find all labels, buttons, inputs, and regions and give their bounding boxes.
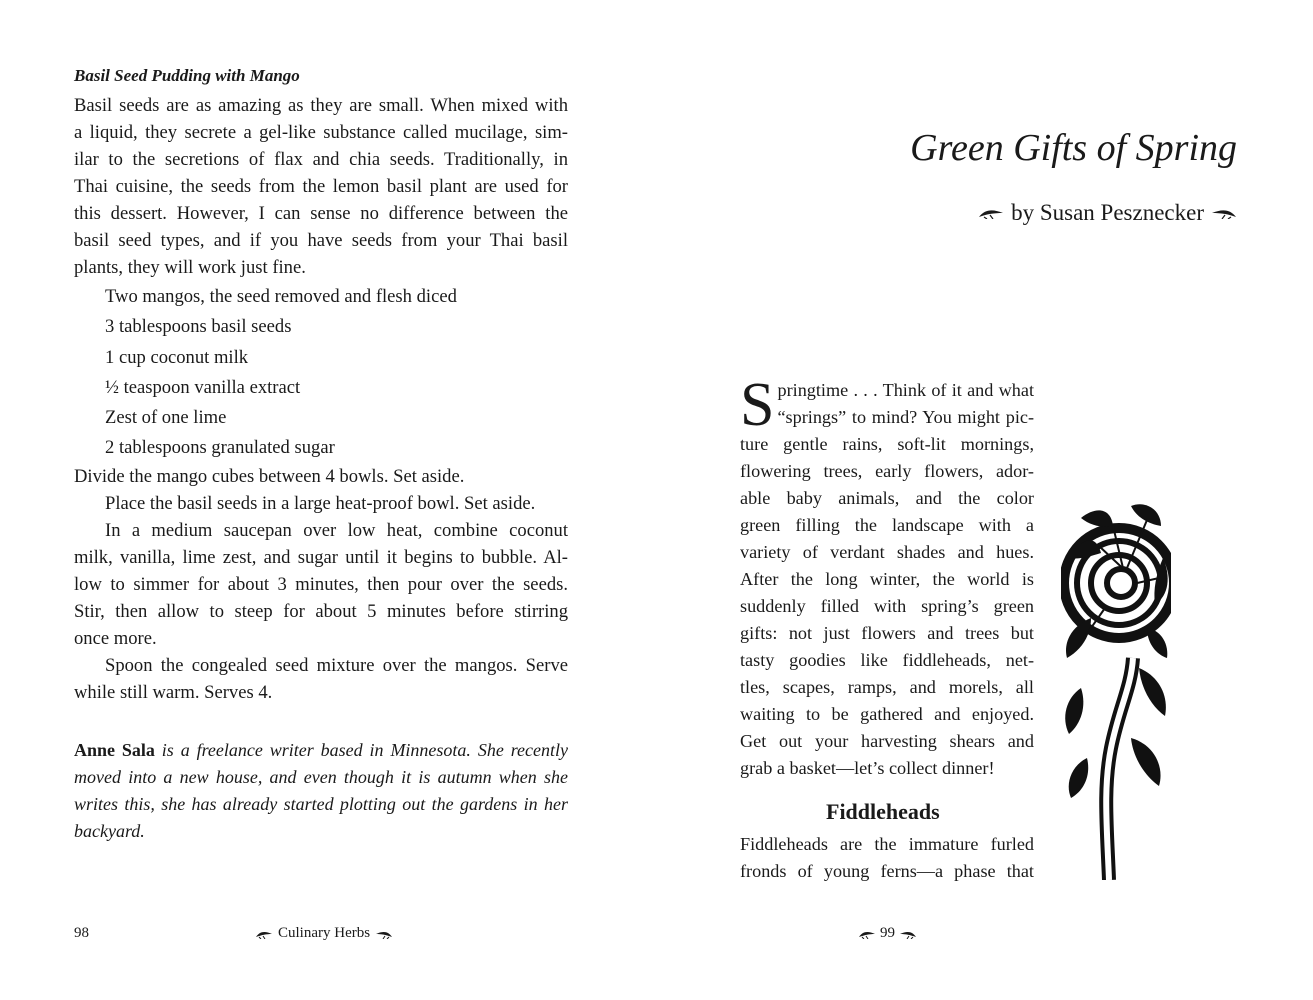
leaf-ornament-icon xyxy=(1211,207,1237,219)
intro-line: able baby animals, and the color xyxy=(740,488,1034,508)
ingredient-item: Two mangos, the seed removed and flesh diced xyxy=(105,286,457,307)
page-number-right xyxy=(858,925,917,942)
step-3-line: once more. xyxy=(74,628,157,649)
intro-line: “springs” to mind? You might pic- xyxy=(777,407,1034,427)
leaf-ornament-icon xyxy=(375,929,393,939)
intro-line: tasty goodies like fiddleheads, net- xyxy=(740,650,1034,670)
ingredient-item: 3 tablespoons basil seeds xyxy=(105,316,292,338)
page-number-left: 98 xyxy=(74,925,89,941)
article-intro xyxy=(740,371,1034,782)
intro-line: suddenly filled with spring’s green xyxy=(740,596,1034,616)
intro-line: Get out your harvesting shears and xyxy=(740,731,1034,751)
step-3-line: Stir, then allow to steep for about 5 minutes before stirring xyxy=(74,601,568,622)
bio-line-1 xyxy=(74,737,568,764)
section-body xyxy=(740,831,1034,885)
step-3-line: milk, vanilla, lime zest, and sugar until it begins to bubble. Al- xyxy=(74,547,568,568)
ingredient-item: 1 cup coconut milk xyxy=(105,346,249,368)
step-2: Place the basil seeds in a large heat-proof bowl. Set aside. xyxy=(105,493,536,514)
bio-text: backyard. xyxy=(74,821,145,841)
step-4-line: while still warm. Serves 4. xyxy=(74,682,273,703)
right-page xyxy=(656,0,1313,1000)
author-bio xyxy=(74,737,568,845)
recipe-intro xyxy=(74,92,568,281)
step-4-line: Spoon the congealed seed mixture over the mangos. Serve xyxy=(105,655,568,676)
byline xyxy=(978,200,1237,226)
intro-line: Thai cuisine, the seeds from the lemon basil plant are used for xyxy=(74,176,568,197)
section-line: fronds of young ferns—a phase that xyxy=(740,861,1034,881)
ingredient-item: 2 tablespoons granulated sugar xyxy=(105,437,335,459)
bio-text: writes this, she has already started plotting out the gardens in her xyxy=(74,794,568,814)
section-line: Fiddleheads are the immature furled xyxy=(740,834,1034,854)
bio-text: is a freelance writer based in Minnesota. She recently xyxy=(154,740,568,760)
left-page xyxy=(0,0,656,1000)
intro-line: plants, they will work just fine. xyxy=(74,257,306,278)
bio-text: moved into a new house, and even though it is autumn when she xyxy=(74,767,568,787)
intro-line: basil seed types, and if you have seeds from your Thai basil xyxy=(74,230,568,251)
fiddlehead-illustration xyxy=(1061,498,1171,880)
step-3-line: low to simmer for about 3 minutes, then pour over the seeds. xyxy=(74,574,568,595)
intro-line: After the long winter, the world is xyxy=(740,569,1034,589)
section-heading: Fiddleheads xyxy=(826,799,940,824)
intro-line: ilar to the secretions of flax and chia seeds. Traditionally, in xyxy=(74,149,568,170)
drop-cap: S xyxy=(740,371,775,439)
intro-line: variety of verdant shades and hues. xyxy=(740,542,1034,562)
page-number-text: 99 xyxy=(880,925,895,941)
intro-line: flowering trees, early flowers, ador- xyxy=(740,461,1034,481)
article-title: Green Gifts of Spring xyxy=(910,127,1237,169)
ingredient-item: ½ teaspoon vanilla extract xyxy=(105,376,301,398)
intro-line: waiting to be gathered and enjoyed. xyxy=(740,704,1034,724)
intro-line: a liquid, they secrete a gel-like substance called mucilage, sim- xyxy=(74,122,568,143)
intro-line: ture gentle rains, soft-lit mornings, xyxy=(740,434,1034,454)
ingredient-list xyxy=(105,282,457,464)
intro-line: gifts: not just flowers and trees but xyxy=(740,623,1034,643)
intro-line: pringtime . . . Think of it and what xyxy=(777,380,1034,400)
running-head xyxy=(255,925,393,942)
intro-line: grab a basket—let’s collect dinner! xyxy=(740,758,995,778)
intro-line: Basil seeds are as amazing as they are small. When mixed with xyxy=(74,95,568,116)
byline-text: by Susan Pesznecker xyxy=(1011,200,1204,225)
running-head-text: Culinary Herbs xyxy=(278,925,371,941)
ingredient-item: Zest of one lime xyxy=(105,407,227,429)
leaf-ornament-icon xyxy=(978,207,1004,219)
leaf-ornament-icon xyxy=(255,929,273,939)
step-1: Divide the mango cubes between 4 bowls. Set aside. xyxy=(74,466,465,487)
leaf-ornament-icon xyxy=(858,929,876,939)
intro-line: tles, scapes, ramps, and morels, all xyxy=(740,677,1034,697)
recipe-steps xyxy=(74,463,568,706)
step-3-line: In a medium saucepan over low heat, combine coconut xyxy=(105,520,568,541)
intro-line: green filling the landscape with a xyxy=(740,515,1034,535)
bio-author-name: Anne Sala xyxy=(74,740,155,760)
leaf-ornament-icon xyxy=(899,929,917,939)
intro-line: this dessert. However, I can sense no difference between the xyxy=(74,203,568,224)
recipe-title: Basil Seed Pudding with Mango xyxy=(74,66,300,85)
